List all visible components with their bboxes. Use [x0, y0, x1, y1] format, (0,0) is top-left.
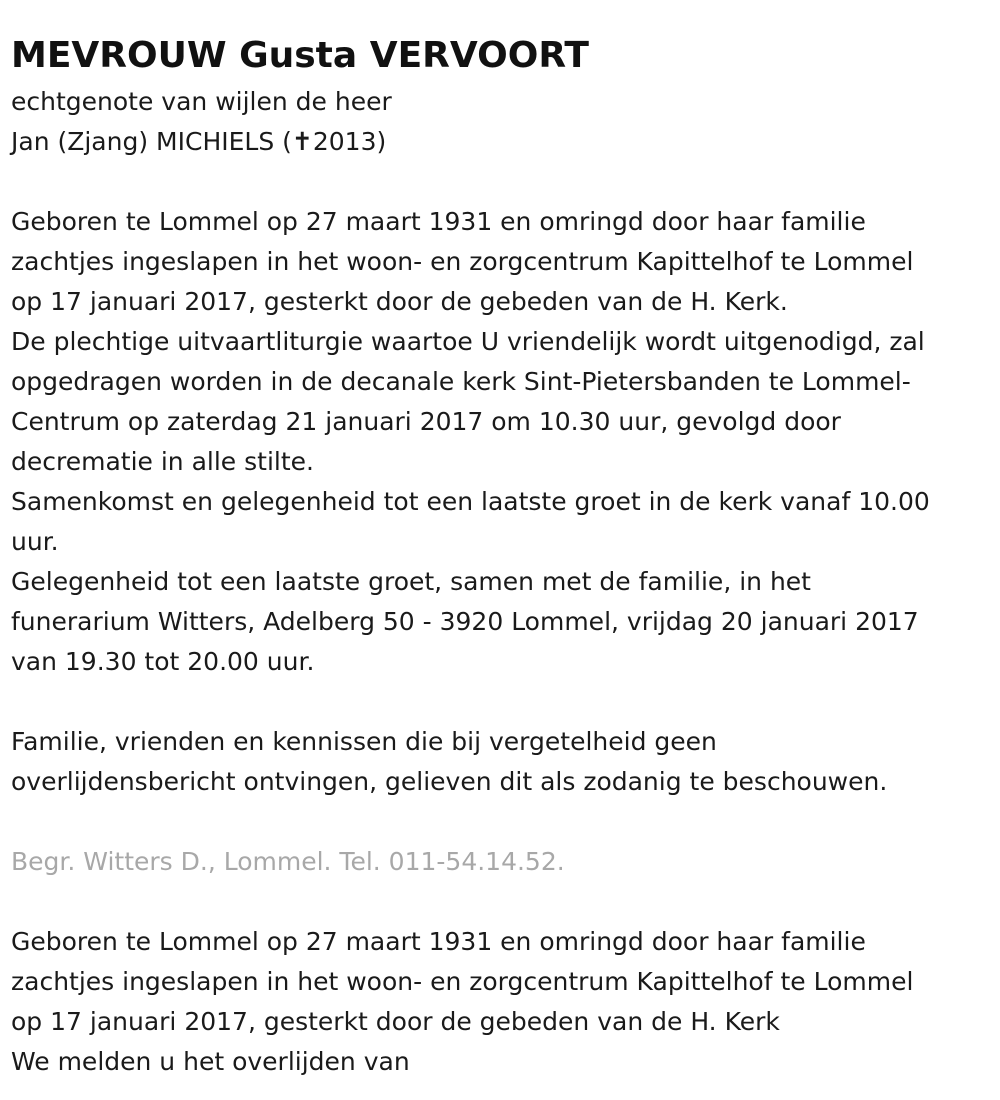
spacer — [11, 802, 996, 842]
announcement-line: Geboren te Lommel op 27 maart 1931 en omringd door haar familie — [11, 207, 866, 236]
notice-line: Familie, vrienden en kennissen die bij vergetelheid geen — [11, 727, 717, 756]
announcement-line: Centrum op zaterdag 21 januari 2017 om 10.30 uur, gevolgd door — [11, 407, 841, 436]
announcement-line: funerarium Witters, Adelberg 50 - 3920 Lommel, vrijdag 20 januari 2017 — [11, 607, 919, 636]
spouse-name-line: Jan (Zjang) MICHIELS (✝2013) — [11, 127, 387, 156]
announcement-line: uur. — [11, 527, 59, 556]
spacer — [11, 682, 996, 722]
spacer — [11, 882, 996, 922]
repeat-paragraph — [11, 922, 996, 1082]
announcement-line: decrematie in alle stilte. — [11, 447, 314, 476]
announcement-line: op 17 januari 2017, gesterkt door de gebeden van de H. Kerk. — [11, 287, 788, 316]
announcement-line: zachtjes ingeslapen in het woon- en zorgcentrum Kapittelhof te Lommel — [11, 247, 914, 276]
spouse-line: echtgenote van wijlen de heer — [11, 87, 392, 116]
notice-paragraph — [11, 722, 996, 802]
announcement-line: opgedragen worden in de decanale kerk Sint-Pietersbanden te Lommel- — [11, 367, 911, 396]
repeat-line: zachtjes ingeslapen in het woon- en zorgcentrum Kapittelhof te Lommel — [11, 967, 914, 996]
announcement-line: De plechtige uitvaartliturgie waartoe U vriendelijk wordt uitgenodigd, zal — [11, 327, 925, 356]
spacer — [11, 162, 996, 202]
notice-line: overlijdensbericht ontvingen, gelieven dit als zodanig te beschouwen. — [11, 767, 888, 796]
deceased-name-title: MEVROUW Gusta VERVOORT — [11, 35, 589, 76]
announcement-line: Gelegenheid tot een laatste groet, samen met de familie, in het — [11, 567, 811, 596]
announcement-line: Samenkomst en gelegenheid tot een laatste groet in de kerk vanaf 10.00 — [11, 487, 930, 516]
undertaker-contact: Begr. Witters D., Lommel. Tel. 011-54.14.52. — [11, 847, 565, 876]
repeat-line: We melden u het overlijden van — [11, 1047, 410, 1076]
spouse-info — [11, 82, 996, 162]
repeat-line: Geboren te Lommel op 27 maart 1931 en omringd door haar familie — [11, 927, 866, 956]
repeat-line: op 17 januari 2017, gesterkt door de gebeden van de H. Kerk — [11, 1007, 780, 1036]
announcement-paragraph — [11, 202, 996, 682]
obituary-notice — [11, 30, 996, 1082]
announcement-line: van 19.30 tot 20.00 uur. — [11, 647, 315, 676]
